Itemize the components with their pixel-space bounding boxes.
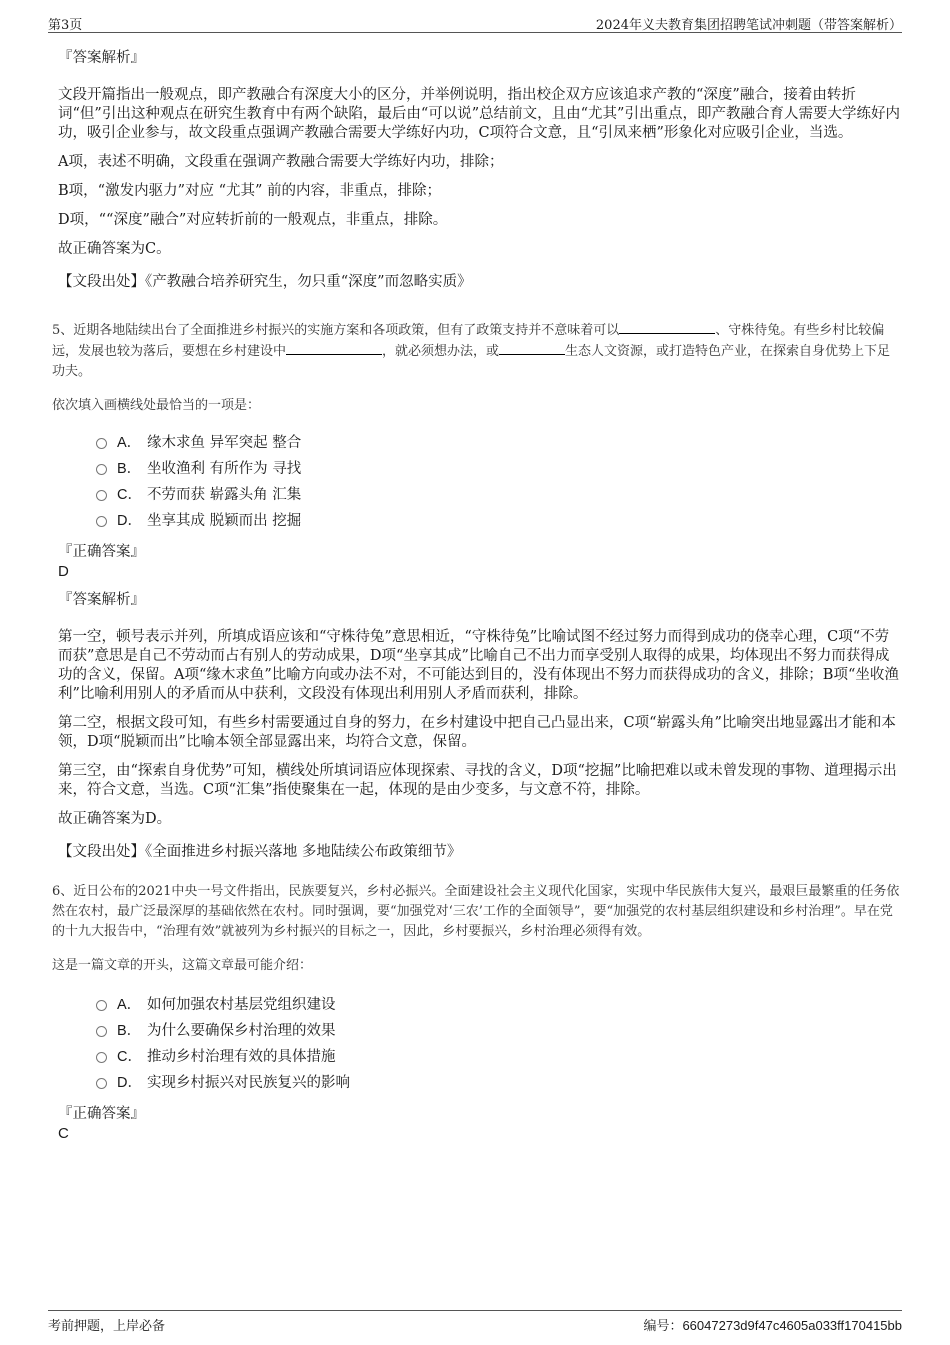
q5-option-a[interactable]: A． 缘木求鱼 异军突起 整合	[96, 430, 900, 456]
q4-source: 【文段出处】《产教融合培养研究生，勿只重“深度”而忽略实质》	[58, 274, 472, 290]
q6-option-d[interactable]: D． 实现乡村振兴对民族复兴的影响	[96, 1070, 900, 1096]
q5-analysis-paragraph: 第三空，由“探索自身优势”可知，横线处所填词语应体现探索、寻找的含义，D项“挖掘”比喻把难以或未曾发现的事物、道理揭示出来，符合文意，当选。C项“汇集”指使聚集在一起，体现的是由少变多，与文意不符，排除。	[58, 763, 897, 798]
footer-slogan: 考前押题，上岸必备	[48, 1319, 166, 1334]
page-header	[48, 10, 902, 33]
q6-option-b[interactable]: B． 为什么要确保乡村治理的效果	[96, 1018, 900, 1044]
page-number: 第3页	[48, 18, 83, 33]
q6-answer: C	[58, 1125, 69, 1142]
q5-analysis-paragraph: 故正确答案为D。	[58, 811, 172, 827]
q6-options	[96, 992, 900, 1096]
q4-analysis-paragraph: B项，“激发内驱力”对应 “尤其” 前的内容，非重点，排除；	[58, 183, 442, 199]
radio-icon[interactable]	[96, 1078, 107, 1089]
q6-prompt: 这是一篇文章的开头，这篇文章最可能介绍：	[52, 958, 313, 973]
q4-analysis-paragraph: A项，表述不明确，文段重在强调产教融合需要大学练好内功，排除；	[58, 154, 504, 170]
page-footer	[48, 1310, 902, 1335]
document-id: 编号：66047273d9f47c4605a033ff170415bb	[643, 1318, 902, 1333]
q6-answer-heading: 『正确答案』	[58, 1106, 145, 1122]
q4-analysis-paragraph: D项，““深度”融合”对应转折前的一般观点，非重点，排除。	[58, 212, 448, 228]
q5-answer: D	[58, 563, 69, 580]
q4-analysis-paragraph: 文段开篇指出一般观点，即产教融合有深度大小的区分，并举例说明，指出校企双方应该追求产教的“深度”融合，接着由转折词“但”引出这种观点在研究生教育中有两个缺陷，最后由“可以说”总结前文，且由“尤其”引出重点，即产教融合育人需要大学练好内功，吸引企业参与，故文段重点强调产教融合需要大学练好内功，C项符合文意，且“引凤来栖”形象化对应吸引企业，当选。	[58, 87, 900, 141]
q5-option-d[interactable]: D． 坐享其成 脱颖而出 挖掘	[96, 508, 900, 534]
q5-stem: 5、近期各地陆续出台了全面推进乡村振兴的实施方案和各项政策，但有了政策支持并不意味着可以 、守株待兔。有些乡村比较偏远，发展也较为落后，要想在乡村建设中 ，就必须想办法，或 生态人文资源，或打造特色产业，在探索自身优势上下足功夫。	[52, 320, 900, 382]
page-content	[52, 40, 900, 1144]
blank-line	[499, 341, 565, 355]
radio-icon[interactable]	[96, 490, 107, 501]
q4-analysis-heading: 『答案解析』	[58, 50, 145, 66]
q6-option-c[interactable]: C． 推动乡村治理有效的具体措施	[96, 1044, 900, 1070]
radio-icon[interactable]	[96, 438, 107, 449]
q5-analysis-heading: 『答案解析』	[58, 592, 145, 608]
q5-option-c[interactable]: C． 不劳而获 崭露头角 汇集	[96, 482, 900, 508]
blank-line	[286, 341, 382, 355]
q5-source: 【文段出处】《全面推进乡村振兴落地 多地陆续公布政策细节》	[58, 844, 462, 860]
q5-answer-heading: 『正确答案』	[58, 544, 145, 560]
q6-option-a[interactable]: A． 如何加强农村基层党组织建设	[96, 992, 900, 1018]
q5-prompt: 依次填入画横线处最恰当的一项是：	[52, 398, 261, 413]
radio-icon[interactable]	[96, 1052, 107, 1063]
q5-options	[96, 430, 900, 534]
q4-analysis-paragraph: 故正确答案为C。	[58, 241, 171, 257]
radio-icon[interactable]	[96, 464, 107, 475]
radio-icon[interactable]	[96, 516, 107, 527]
q5-analysis-paragraph: 第一空，顿号表示并列，所填成语应该和“守株待兔”意思相近，“守株待兔”比喻试图不经过努力而得到成功的侥幸心理，C项“不劳而获”意思是自己不劳动而占有别人的劳动成果，D项“坐享其成”比喻自己不出力而享受别人取得的成果，均体现出不努力而获得成功的含义，保留。A项“缘木求鱼”比喻方向或办法不对，不可能达到目的，没有体现出不努力而获得成功的含义，排除；B项“坐收渔利”比喻利用别人的矛盾而从中获利，文段没有体现出利用别人矛盾而获利，排除。	[58, 629, 899, 702]
radio-icon[interactable]	[96, 1000, 107, 1011]
q5-option-b[interactable]: B． 坐收渔利 有所作为 寻找	[96, 456, 900, 482]
q5-analysis-paragraph: 第二空，根据文段可知，有些乡村需要通过自身的努力，在乡村建设中把自己凸显出来，C项“崭露头角”比喻突出地显露出才能和本领，D项“脱颖而出”比喻本领全部显露出来，均符合文意，保留。	[58, 715, 896, 750]
q6-stem: 6、近日公布的2021中央一号文件指出，民族要复兴，乡村必振兴。全面建设社会主义现代化国家，实现中华民族伟大复兴，最艰巨最繁重的任务依然在农村，最广泛最深厚的基础依然在农村。同时强调，要“加强党对‘三农’工作的全面领导”，要“加强党的农村基层组织建设和乡村治理”。早在党的十九大报告中，“治理有效”就被列为乡村振兴的目标之一，因此，乡村要振兴，乡村治理必须得有效。	[52, 884, 900, 939]
document-title: 2024年义夫教育集团招聘笔试冲刺题（带答案解析）	[595, 18, 902, 33]
radio-icon[interactable]	[96, 1026, 107, 1037]
blank-line	[619, 320, 715, 334]
